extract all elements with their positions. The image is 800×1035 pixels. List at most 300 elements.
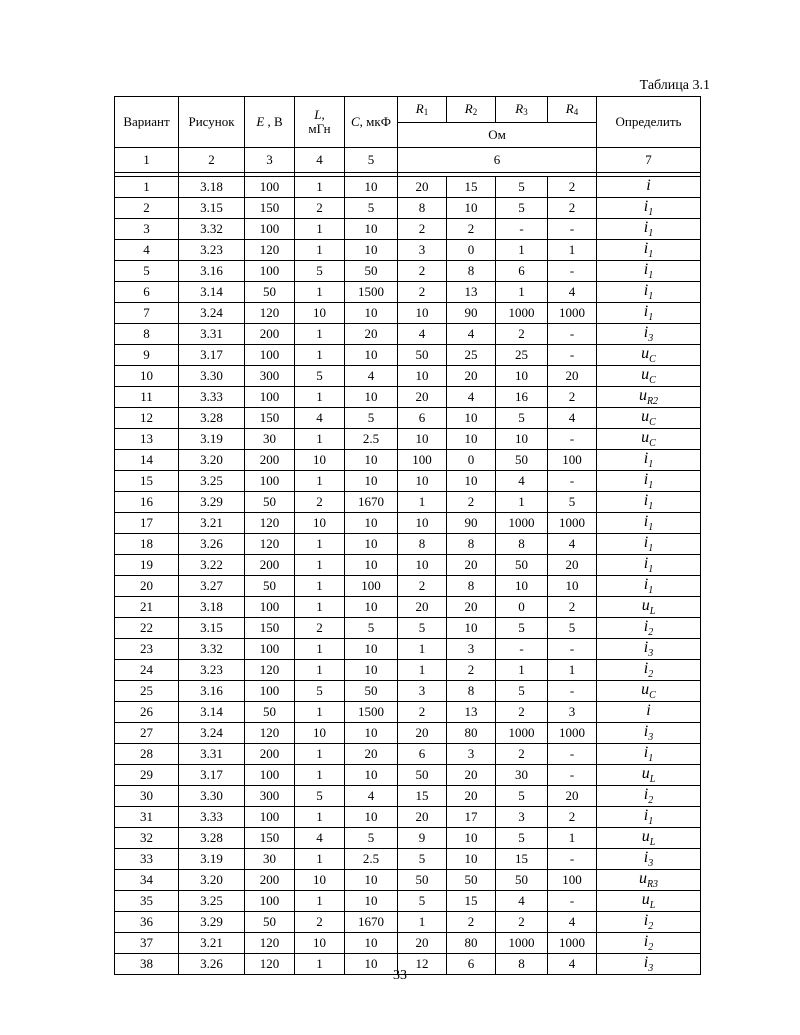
inductance-cell: 1 [295,849,345,870]
capacitance-cell: 10 [345,891,398,912]
r4-cell: 4 [548,912,597,933]
inductance-cell: 4 [295,828,345,849]
r3-cell: 5 [496,828,548,849]
variant-cell: 26 [115,702,179,723]
variant-cell: 28 [115,744,179,765]
variant-cell: 27 [115,723,179,744]
variant-cell: 34 [115,870,179,891]
header-determine: Определить [597,97,701,148]
figure-cell: 3.21 [179,513,245,534]
r4-cell: 1000 [548,723,597,744]
voltage-cell: 150 [245,408,295,429]
inductance-cell: 1 [295,534,345,555]
r3-cell: 1000 [496,303,548,324]
r4-cell: - [548,765,597,786]
voltage-cell: 100 [245,681,295,702]
determine-cell: $i_2$ [597,933,701,954]
figure-cell: 3.18 [179,177,245,198]
r2-cell: 10 [447,471,496,492]
voltage-cell: 100 [245,387,295,408]
determine-cell: $i_1$ [597,807,701,828]
r2-cell: 20 [447,597,496,618]
table-row [115,786,701,807]
table-row [115,744,701,765]
r2-cell: 10 [447,408,496,429]
table-row [115,198,701,219]
variant-cell: 3 [115,219,179,240]
voltage-cell: 200 [245,324,295,345]
table-row [115,282,701,303]
determine-cell: $u_L$ [597,828,701,849]
variant-cell: 29 [115,765,179,786]
r4-cell: 20 [548,555,597,576]
r2-cell: 17 [447,807,496,828]
r3-cell: 10 [496,429,548,450]
table-caption: Таблица 3.1 [639,78,710,93]
r4-cell: 4 [548,408,597,429]
header-r2: $R_2$ [447,97,496,123]
r2-cell: 13 [447,702,496,723]
variant-cell: 14 [115,450,179,471]
r3-cell: 50 [496,450,548,471]
capacitance-cell: 1670 [345,492,398,513]
determine-cell: $i_3$ [597,639,701,660]
table-row [115,177,701,198]
r4-cell: 1000 [548,303,597,324]
voltage-cell: 100 [245,765,295,786]
table-row [115,450,701,471]
capacitance-cell: 10 [345,303,398,324]
table-row [115,681,701,702]
r3-cell: 5 [496,681,548,702]
capacitance-cell: 10 [345,597,398,618]
variant-cell: 35 [115,891,179,912]
r1-cell: 100 [398,450,447,471]
figure-cell: 3.30 [179,786,245,807]
r3-cell: 6 [496,261,548,282]
r2-cell: 3 [447,639,496,660]
r3-cell: 5 [496,198,548,219]
inductance-cell: 1 [295,387,345,408]
determine-cell: $i_2$ [597,912,701,933]
capacitance-cell: 1670 [345,912,398,933]
table-row [115,597,701,618]
voltage-cell: 100 [245,639,295,660]
column-number-row [115,148,701,173]
r4-cell: 4 [548,954,597,975]
r3-cell: 3 [496,807,548,828]
inductance-cell: 1 [295,639,345,660]
variant-cell: 4 [115,240,179,261]
r1-cell: 10 [398,303,447,324]
capacitance-cell: 10 [345,345,398,366]
figure-cell: 3.26 [179,534,245,555]
r4-cell: - [548,744,597,765]
determine-cell: $i_1$ [597,576,701,597]
r4-cell: 20 [548,786,597,807]
voltage-cell: 120 [245,933,295,954]
r1-cell: 1 [398,660,447,681]
capacitance-cell: 100 [345,576,398,597]
inductance-cell: 1 [295,891,345,912]
r1-cell: 12 [398,954,447,975]
determine-cell: $i_1$ [597,261,701,282]
r3-cell: - [496,639,548,660]
inductance-cell: 1 [295,660,345,681]
r1-cell: 6 [398,744,447,765]
r2-cell: 20 [447,555,496,576]
r4-cell: 3 [548,702,597,723]
r4-cell: 2 [548,198,597,219]
r2-cell: 10 [447,429,496,450]
determine-cell: $i_2$ [597,786,701,807]
variant-cell: 17 [115,513,179,534]
variant-cell: 37 [115,933,179,954]
voltage-cell: 200 [245,870,295,891]
r1-cell: 10 [398,555,447,576]
r4-cell: 5 [548,618,597,639]
figure-cell: 3.31 [179,324,245,345]
capacitance-cell: 10 [345,219,398,240]
r1-cell: 50 [398,765,447,786]
figure-cell: 3.15 [179,618,245,639]
r3-cell: 4 [496,471,548,492]
r1-cell: 1 [398,639,447,660]
voltage-cell: 150 [245,198,295,219]
inductance-cell: 1 [295,345,345,366]
inductance-cell: 1 [295,954,345,975]
variant-cell: 30 [115,786,179,807]
r1-cell: 50 [398,870,447,891]
inductance-cell: 10 [295,870,345,891]
r3-cell: 16 [496,387,548,408]
figure-cell: 3.17 [179,345,245,366]
voltage-cell: 300 [245,366,295,387]
r2-cell: 2 [447,660,496,681]
table-row [115,408,701,429]
figure-cell: 3.24 [179,303,245,324]
r1-cell: 6 [398,408,447,429]
r3-cell: 5 [496,177,548,198]
table-row [115,534,701,555]
inductance-cell: 5 [295,681,345,702]
r3-cell: 30 [496,765,548,786]
r3-cell: 2 [496,744,548,765]
voltage-cell: 100 [245,345,295,366]
r2-cell: 4 [447,387,496,408]
table-row [115,849,701,870]
capacitance-cell: 10 [345,471,398,492]
r1-cell: 5 [398,618,447,639]
table-row [115,492,701,513]
r1-cell: 10 [398,429,447,450]
capacitance-cell: 10 [345,870,398,891]
r2-cell: 3 [447,744,496,765]
determine-cell: $i_1$ [597,555,701,576]
r2-cell: 15 [447,891,496,912]
inductance-cell: 1 [295,702,345,723]
r2-cell: 20 [447,786,496,807]
inductance-cell: 5 [295,366,345,387]
inductance-cell: 1 [295,219,345,240]
r4-cell: - [548,849,597,870]
table-row [115,870,701,891]
r3-cell: 10 [496,366,548,387]
r3-cell: 1000 [496,513,548,534]
voltage-cell: 50 [245,702,295,723]
table-row [115,366,701,387]
r3-cell: 2 [496,324,548,345]
table-row [115,891,701,912]
determine-cell: $i_1$ [597,513,701,534]
variant-cell: 15 [115,471,179,492]
voltage-cell: 100 [245,471,295,492]
determine-cell: $u_{R3}$ [597,870,701,891]
r2-cell: 6 [447,954,496,975]
column-number: 2 [179,148,245,173]
capacitance-cell: 10 [345,807,398,828]
capacitance-cell: 20 [345,324,398,345]
determine-cell: i [597,702,701,723]
determine-cell: $u_C$ [597,366,701,387]
figure-cell: 3.25 [179,891,245,912]
r1-cell: 20 [398,807,447,828]
r3-cell: 0 [496,597,548,618]
determine-cell: $u_{R2}$ [597,387,701,408]
r3-cell: 8 [496,954,548,975]
r4-cell: 20 [548,366,597,387]
variant-cell: 1 [115,177,179,198]
capacitance-cell: 10 [345,534,398,555]
variant-cell: 38 [115,954,179,975]
capacitance-cell: 10 [345,240,398,261]
determine-cell: $i_2$ [597,660,701,681]
determine-cell: $i_1$ [597,198,701,219]
table-row [115,933,701,954]
table-row [115,723,701,744]
r2-cell: 10 [447,618,496,639]
column-number: 5 [345,148,398,173]
r1-cell: 8 [398,534,447,555]
determine-cell: $i_3$ [597,324,701,345]
figure-cell: 3.24 [179,723,245,744]
variant-cell: 13 [115,429,179,450]
r2-cell: 50 [447,870,496,891]
r4-cell: 1 [548,828,597,849]
variant-cell: 23 [115,639,179,660]
determine-cell: $u_L$ [597,765,701,786]
column-number: 4 [295,148,345,173]
table-row [115,807,701,828]
capacitance-cell: 10 [345,177,398,198]
table-row [115,702,701,723]
table-row [115,387,701,408]
r1-cell: 20 [398,933,447,954]
determine-cell: $i_3$ [597,723,701,744]
figure-cell: 3.14 [179,282,245,303]
voltage-cell: 200 [245,744,295,765]
r4-cell: - [548,345,597,366]
table-body [115,177,701,975]
r3-cell: 1 [496,660,548,681]
r3-cell: 25 [496,345,548,366]
inductance-cell: 1 [295,576,345,597]
r3-cell: 15 [496,849,548,870]
figure-cell: 3.32 [179,219,245,240]
r2-cell: 90 [447,513,496,534]
r4-cell: - [548,639,597,660]
table-row [115,345,701,366]
determine-cell: $u_C$ [597,408,701,429]
figure-cell: 3.16 [179,681,245,702]
inductance-cell: 1 [295,282,345,303]
figure-cell: 3.17 [179,765,245,786]
variant-cell: 20 [115,576,179,597]
voltage-cell: 200 [245,450,295,471]
capacitance-cell: 5 [345,828,398,849]
r2-cell: 13 [447,282,496,303]
determine-cell: $i_1$ [597,450,701,471]
capacitance-cell: 10 [345,513,398,534]
inductance-cell: 4 [295,408,345,429]
r4-cell: 2 [548,387,597,408]
header-r4: $R_4$ [548,97,597,123]
inductance-cell: 1 [295,471,345,492]
r3-cell: 5 [496,618,548,639]
r1-cell: 2 [398,282,447,303]
variant-cell: 11 [115,387,179,408]
inductance-cell: 2 [295,492,345,513]
r1-cell: 15 [398,786,447,807]
r1-cell: 10 [398,513,447,534]
variant-cell: 8 [115,324,179,345]
r3-cell: 10 [496,576,548,597]
r3-cell: 8 [496,534,548,555]
determine-cell: $i_1$ [597,282,701,303]
capacitance-cell: 1500 [345,282,398,303]
variant-cell: 6 [115,282,179,303]
r1-cell: 20 [398,723,447,744]
r1-cell: 10 [398,471,447,492]
figure-cell: 3.28 [179,828,245,849]
figure-cell: 3.20 [179,870,245,891]
figure-cell: 3.27 [179,576,245,597]
table-row [115,219,701,240]
r1-cell: 20 [398,177,447,198]
inductance-cell: 2 [295,198,345,219]
voltage-cell: 100 [245,891,295,912]
table-row [115,240,701,261]
table-row [115,912,701,933]
voltage-cell: 100 [245,807,295,828]
r2-cell: 10 [447,198,496,219]
r4-cell: - [548,429,597,450]
inductance-cell: 1 [295,765,345,786]
column-number: 6 [398,148,597,173]
voltage-cell: 120 [245,534,295,555]
voltage-cell: 120 [245,954,295,975]
inductance-cell: 1 [295,324,345,345]
variant-cell: 9 [115,345,179,366]
table-row [115,555,701,576]
header-inductance: L, мГн [295,97,345,148]
variant-cell: 10 [115,366,179,387]
inductance-cell: 5 [295,786,345,807]
variant-cell: 19 [115,555,179,576]
voltage-cell: 30 [245,429,295,450]
r1-cell: 50 [398,345,447,366]
capacitance-cell: 10 [345,765,398,786]
figure-cell: 3.23 [179,660,245,681]
inductance-cell: 1 [295,555,345,576]
voltage-cell: 120 [245,513,295,534]
determine-cell: $u_C$ [597,429,701,450]
determine-cell: $i_1$ [597,303,701,324]
voltage-cell: 200 [245,555,295,576]
voltage-cell: 30 [245,849,295,870]
table-row [115,513,701,534]
figure-cell: 3.25 [179,471,245,492]
figure-cell: 3.21 [179,933,245,954]
voltage-cell: 120 [245,240,295,261]
voltage-cell: 50 [245,912,295,933]
determine-cell: $i_3$ [597,849,701,870]
determine-cell: i [597,177,701,198]
table-row [115,303,701,324]
determine-cell: $i_1$ [597,744,701,765]
header-r1: $R_1$ [398,97,447,123]
r2-cell: 2 [447,912,496,933]
table-row [115,765,701,786]
figure-cell: 3.20 [179,450,245,471]
variant-cell: 24 [115,660,179,681]
capacitance-cell: 10 [345,387,398,408]
r2-cell: 0 [447,240,496,261]
r1-cell: 1 [398,492,447,513]
r3-cell: 2 [496,912,548,933]
r1-cell: 1 [398,912,447,933]
inductance-cell: 10 [295,513,345,534]
r3-cell: 50 [496,870,548,891]
r4-cell: 2 [548,807,597,828]
r1-cell: 8 [398,198,447,219]
voltage-cell: 120 [245,723,295,744]
r1-cell: 3 [398,240,447,261]
variant-cell: 33 [115,849,179,870]
r4-cell: - [548,471,597,492]
voltage-cell: 120 [245,303,295,324]
inductance-cell: 10 [295,303,345,324]
inductance-cell: 2 [295,618,345,639]
r1-cell: 9 [398,828,447,849]
r4-cell: - [548,891,597,912]
figure-cell: 3.26 [179,954,245,975]
table-row [115,471,701,492]
capacitance-cell: 50 [345,261,398,282]
r4-cell: 2 [548,597,597,618]
header-row [115,97,701,123]
variant-cell: 25 [115,681,179,702]
header-voltage: E , В [245,97,295,148]
r2-cell: 80 [447,933,496,954]
r1-cell: 5 [398,849,447,870]
figure-cell: 3.32 [179,639,245,660]
capacitance-cell: 10 [345,660,398,681]
figure-cell: 3.18 [179,597,245,618]
table-row [115,324,701,345]
r3-cell: 1 [496,492,548,513]
r1-cell: 3 [398,681,447,702]
